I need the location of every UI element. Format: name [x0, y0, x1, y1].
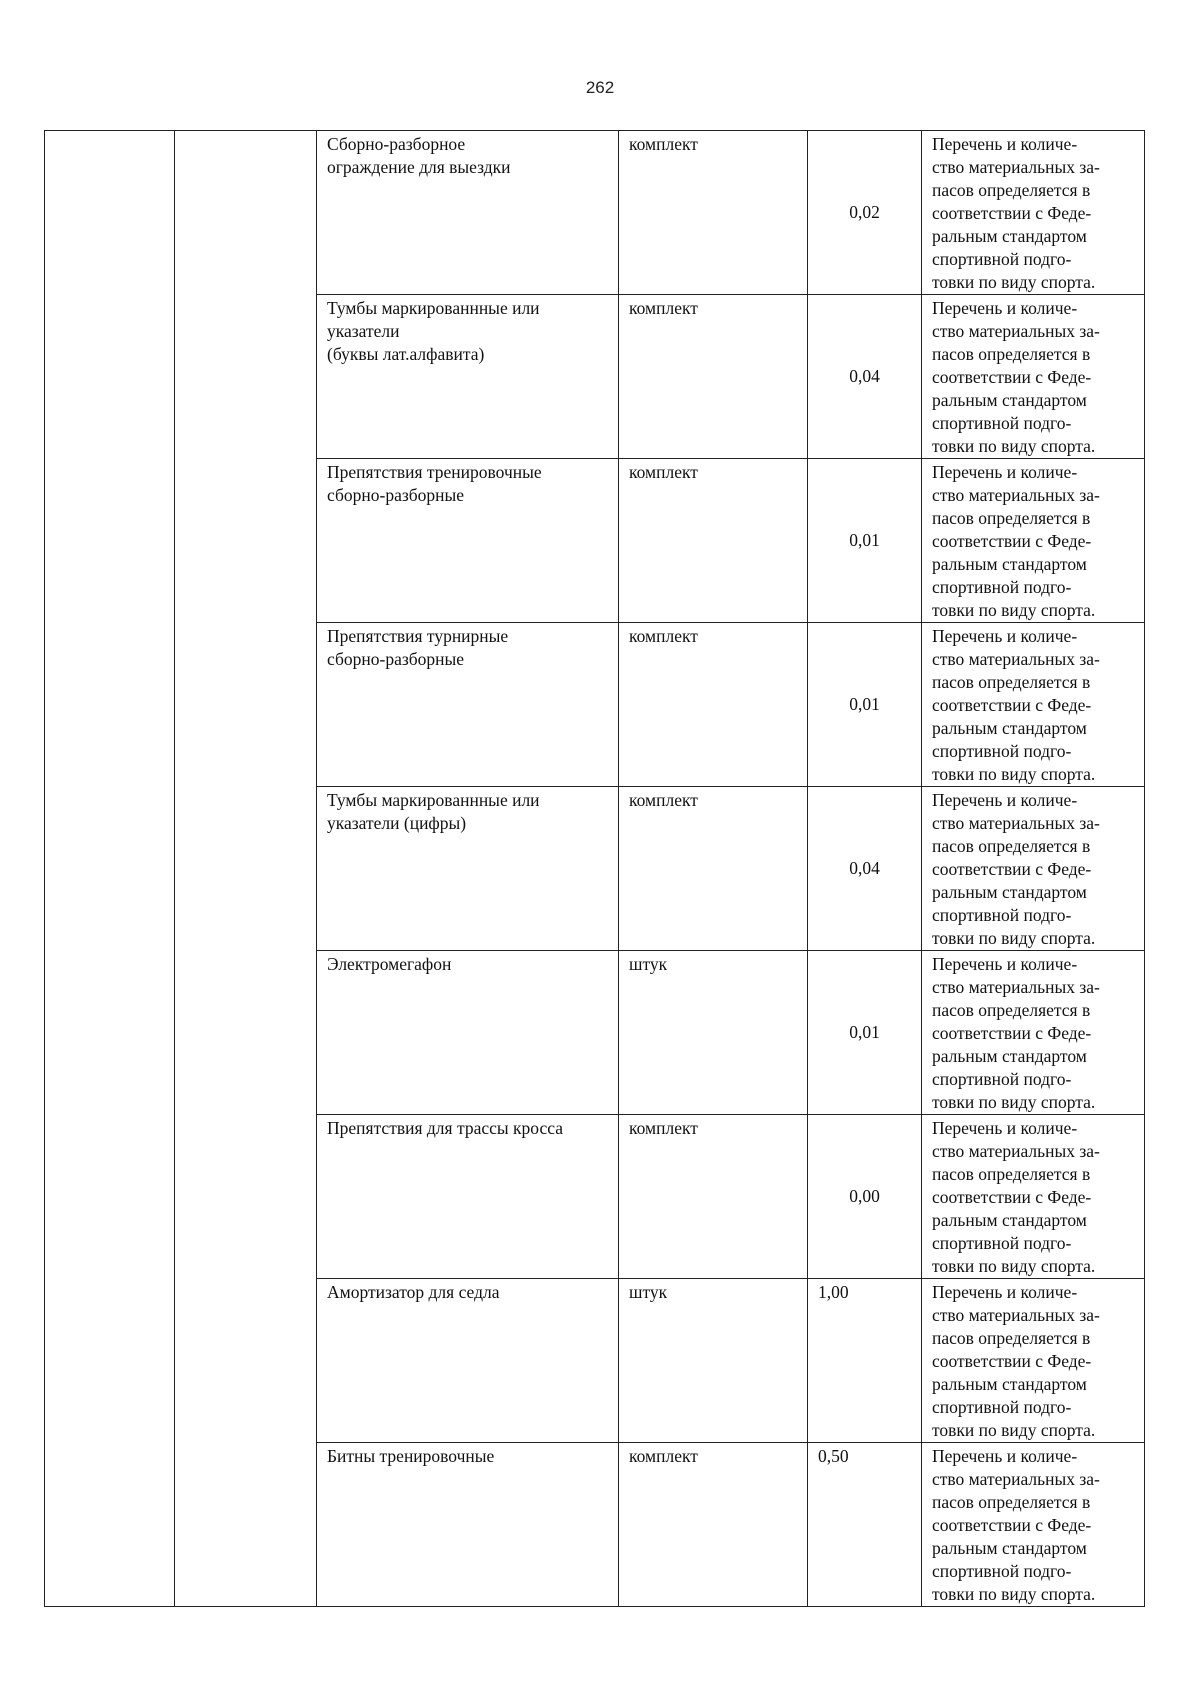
item-note: Перечень и количе- ство материальных за- пасов определяется в соответствии с Феде- ральным стандартом спортивной подго- товки по виду спорта. [922, 295, 1145, 459]
item-quantity-value: 0,01 [849, 1022, 880, 1042]
item-note: Перечень и количе- ство материальных за- пасов определяется в соответствии с Феде- ральным стандартом спортивной подго- товки по виду спорта. [922, 459, 1145, 623]
item-unit: комплект [619, 623, 808, 787]
item-name: Препятствия турнирные сборно-разборные [317, 623, 619, 787]
item-unit: комплект [619, 1115, 808, 1279]
equipment-table [44, 130, 1145, 1607]
item-quantity [808, 787, 922, 951]
item-unit: комплект [619, 459, 808, 623]
item-unit: комплект [619, 131, 808, 295]
item-name: Тумбы маркированнные или указатели (буквы лат.алфавита) [317, 295, 619, 459]
item-quantity-value: 0,04 [849, 858, 880, 878]
item-unit: комплект [619, 787, 808, 951]
item-unit: штук [619, 951, 808, 1115]
item-quantity-value: 0,50 [818, 1446, 849, 1466]
item-unit: комплект [619, 295, 808, 459]
item-quantity-value: 0,04 [849, 366, 880, 386]
item-note: Перечень и количе- ство материальных за- пасов определяется в соответствии с Феде- ральным стандартом спортивной подго- товки по виду спорта. [922, 623, 1145, 787]
item-note: Перечень и количе- ство материальных за- пасов определяется в соответствии с Феде- ральным стандартом спортивной подго- товки по виду спорта. [922, 951, 1145, 1115]
table-row [45, 131, 1145, 295]
item-name: Электромегафон [317, 951, 619, 1115]
item-note: Перечень и количе- ство материальных за- пасов определяется в соответствии с Феде- ральным стандартом спортивной подго- товки по виду спорта. [922, 131, 1145, 295]
item-quantity-value: 0,01 [849, 530, 880, 550]
item-quantity [808, 1279, 922, 1443]
page-number: 262 [585, 78, 615, 97]
item-note: Перечень и количе- ство материальных за- пасов определяется в соответствии с Феде- ральным стандартом спортивной подго- товки по виду спорта. [922, 787, 1145, 951]
blank-column-1 [45, 131, 175, 1607]
table-body [45, 131, 1145, 1607]
item-quantity-value: 0,00 [849, 1186, 880, 1206]
item-quantity-value: 0,01 [849, 694, 880, 714]
item-name: Битны тренировочные [317, 1443, 619, 1607]
item-quantity-value: 1,00 [818, 1282, 849, 1302]
item-note: Перечень и количе- ство материальных за- пасов определяется в соответствии с Феде- ральным стандартом спортивной подго- товки по виду спорта. [922, 1443, 1145, 1607]
item-quantity [808, 951, 922, 1115]
item-quantity [808, 459, 922, 623]
item-unit: штук [619, 1279, 808, 1443]
item-quantity [808, 295, 922, 459]
blank-column-2 [175, 131, 317, 1607]
item-note: Перечень и количе- ство материальных за- пасов определяется в соответствии с Феде- ральным стандартом спортивной подго- товки по виду спорта. [922, 1115, 1145, 1279]
item-name: Амортизатор для седла [317, 1279, 619, 1443]
item-quantity [808, 1443, 922, 1607]
item-quantity [808, 623, 922, 787]
item-name: Сборно-разборное ограждение для выездки [317, 131, 619, 295]
item-quantity [808, 1115, 922, 1279]
item-name: Тумбы маркированнные или указатели (цифры) [317, 787, 619, 951]
item-quantity [808, 131, 922, 295]
item-name: Препятствия тренировочные сборно-разборные [317, 459, 619, 623]
item-quantity-value: 0,02 [849, 202, 880, 222]
item-unit: комплект [619, 1443, 808, 1607]
item-name: Препятствия для трассы кросса [317, 1115, 619, 1279]
item-note: Перечень и количе- ство материальных за- пасов определяется в соответствии с Феде- ральным стандартом спортивной подго- товки по виду спорта. [922, 1279, 1145, 1443]
